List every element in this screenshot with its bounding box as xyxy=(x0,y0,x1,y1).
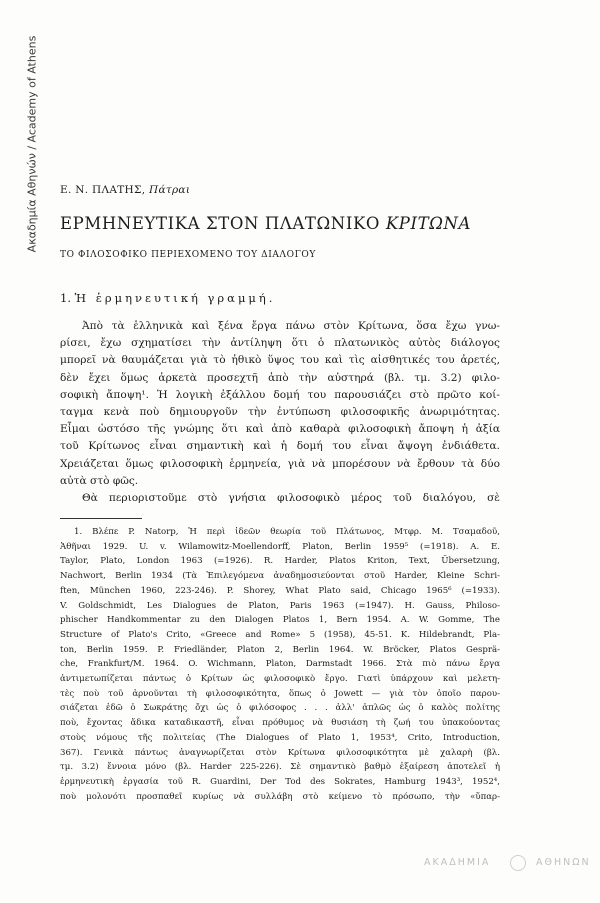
footnote-line: ften, München 1960, 223-246). P. Shorey, What Plato said, Chicago 1965⁶ (=1933). xyxy=(60,585,500,596)
footnote-line: V. Goldschmidt, Les Dialogues de Platon, Paris 1963 (=1947). H. Gauss, Philoso- xyxy=(60,600,500,611)
footnote-line: τὲς ποὺ τοῦ ἀρνοῦνται τὴ φιλοσοφικότητα, ὅπως ὁ Jowett — γιὰ τὸν ὁποῖο παρου- xyxy=(60,688,500,699)
footnote-line: 1. Βλέπε P. Natorp, Ἡ περὶ ἰδεῶν θεωρία τοῦ Πλάτωνος, Μτφρ. Μ. Τσαμαδοῦ, xyxy=(74,527,500,537)
body-line: Χρειάζεται ὅμως φιλοσοφικὴ ἑρμηνεία, γιὰ νὰ μπορέσουν νὰ ἔρθουν τὰ δύο xyxy=(60,457,500,470)
section-number: 1. xyxy=(60,291,75,305)
footnote-line: Structure of Plato's Crito, «Greece and Rome» 5 (1958), 45-51. K. Hildebrandt, Pla- xyxy=(60,629,500,640)
article-title xyxy=(60,214,471,233)
title-main: ΕΡΜΗΝΕΥΤΙΚΑ ΣΤΟΝ ΠΛΑΤΩΝΙΚΟ xyxy=(60,214,386,233)
body-line: μπορεῖ νὰ θαυμάζεται γιὰ τὸ ἠθικὸ ὕψος του καὶ τὶς αἰσθητικές του ἀρετές, xyxy=(60,354,500,367)
footnote-line: phischer Handkommentar zu den Dialogen Platos 1, Bern 1954. A. W. Gomme, The xyxy=(60,615,500,626)
body-line: Θὰ περιοριστοῦμε στὸ γνήσια φιλοσοφικὸ μέρος τοῦ διαλόγου, σὲ xyxy=(82,492,500,505)
body-text xyxy=(60,318,500,507)
footnote-line: τμ. 3.2) ἔννοια μόνο (βλ. Harder 225-226). Σὲ σημαντικὸ βαθμὸ ἐξαίρεση ἀποτελεῖ ἡ xyxy=(60,762,500,773)
body-line: ρίσει, ἔχω σχηματίσει τὴν ἀντίληψη ὅτι ὁ πλατωνικὸς αὐτὸς διάλογος xyxy=(60,337,500,350)
body-line: ταγμα κενὰ ποὺ δημιουργοῦν τὴν ἐντύπωση φιλοσοφικῆς ἀνωριμότητας. xyxy=(60,406,500,419)
body-line: Ἀπὸ τὰ ἑλληνικὰ καὶ ξένα ἔργα πάνω στὸν Κρίτωνα, ὅσα ἔχω γνω- xyxy=(82,320,500,332)
author-line xyxy=(60,184,190,196)
body-line: δὲν ἔχει ὅμως ἀρκετὰ προσεχτῆ ἀπὸ τὴν αὐστηρά (βλ. τμ. 3.2) φιλο- xyxy=(60,371,500,384)
footnote-line: Nachwort, Berlin 1934 (Τὰ Ἐπιλεγόμενα ἀναδημοσιεύονται στοῦ Harder, Kleine Schri- xyxy=(60,571,500,582)
footnote-rule xyxy=(60,518,142,519)
footnote-line: ἀντιμετωπίζεται πάντως ὁ Κρίτων ὡς φιλοσοφικὸ ἔργο. Γιατὶ ὑπάρχουν καὶ μελετη- xyxy=(60,674,500,685)
footnote-line: Ἀθῆναι 1929. U. v. Wilamowitz-Moellendorff, Platon, Berlin 1959⁵ (=1918). A. E. xyxy=(60,541,500,552)
footnote-line: στοὺς νόμους τῆς πολιτείας (The Dialogues of Plato 1, 1953⁴, Crito, Introduction, xyxy=(60,732,500,743)
side-watermark xyxy=(24,35,40,253)
body-line: τοῦ Κρίτωνος εἶναι σημαντικὴ καὶ ἡ δομή του εἶναι ἄψογη ἐνδιάθετα. xyxy=(60,440,500,453)
footnote-line: che, Frankfurt/M. 1964. O. Wichmann, Platon, Darmstadt 1966. Στὰ πιὸ πάνω ἔργα xyxy=(60,659,500,670)
body-line: αὐτὰ στὸ φῶς. xyxy=(60,474,139,487)
watermark-left-text: ΑΚΑΔΗΜΙΑ xyxy=(424,857,491,868)
watermark-seal-icon xyxy=(510,855,526,871)
footnote xyxy=(60,525,500,804)
watermark-right-text: ΑΘΗΝΩΝ xyxy=(536,857,591,868)
footnote-line: 367). Γενικὰ πάντως ἀναγνωρίζεται στὸν Κρίτωνα φιλοσοφικότητα μὲ χαλαρὴ (βλ. xyxy=(60,747,500,758)
author-name: Ε. Ν. ΠΛΑΤΗΣ, xyxy=(60,184,146,196)
footnote-line: σιάζεται ἐδῶ ὁ Σωκράτης ὄχι ὡς ὁ φιλόσοφος . . . ἀλλ' ἁπλῶς ὡς ὁ καλὸς πολίτης xyxy=(60,703,500,714)
section-title: Ἡ ἑρμηνευτική γραμμή. xyxy=(74,291,276,305)
footnote-line: ton, Berlin 1959. P. Friedländer, Platon 2, Berlin 1964. W. Bröcker, Platos Gesprä- xyxy=(60,644,500,655)
side-watermark-text: Ακαδημία Αθηνών / Academy of Athens xyxy=(25,35,39,253)
footnote-line: Taylor, Plato, London 1963 (=1926). R. Harder, Platos Kriton, Text, Übersetzung, xyxy=(60,556,500,567)
body-line: Εἶμαι ὡστόσο τῆς γνώμης ὅτι καὶ ἀπὸ καθαρὰ φιλοσοφικὴ ἄποψη ἡ ἀξία xyxy=(60,423,500,436)
footnote-line: ἑρμηνευτικὴ ἐργασία τοῦ R. Guardini, Der Tod des Sokrates, Hamburg 1943³, 1952⁴, xyxy=(60,776,500,787)
footnote-line: ποὺ, ἔχοντας ἄδικα καταδικαστῆ, εἶναι πρόθυμος νὰ θυσιάση τὴ ζωή του ὑπακούοντας xyxy=(60,718,500,729)
article-subtitle: ΤΟ ΦΙΛΟΣΟΦΙΚΟ ΠΕΡΙΕΧΟΜΕΝΟ ΤΟΥ ΔΙΑΛΟΓΟΥ xyxy=(60,250,316,260)
body-line: σοφικὴ ἄποψη¹. Ἡ λογικὴ ἐξάλλου δομή του παρουσιάζει στὸ πρῶτο κοί- xyxy=(60,388,500,401)
footnote-line: ποὺ μολονότι προσπαθεῖ κυρίως νὰ συλλάβη στὸ κείμενο τὸ πρόσωπο, τὴν «ὕπαρ- xyxy=(60,791,500,802)
author-place: Πάτραι xyxy=(149,184,191,196)
section-heading xyxy=(60,291,275,305)
title-italic: ΚΡΙΤΩΝΑ xyxy=(385,214,472,233)
bottom-watermark xyxy=(424,855,594,879)
